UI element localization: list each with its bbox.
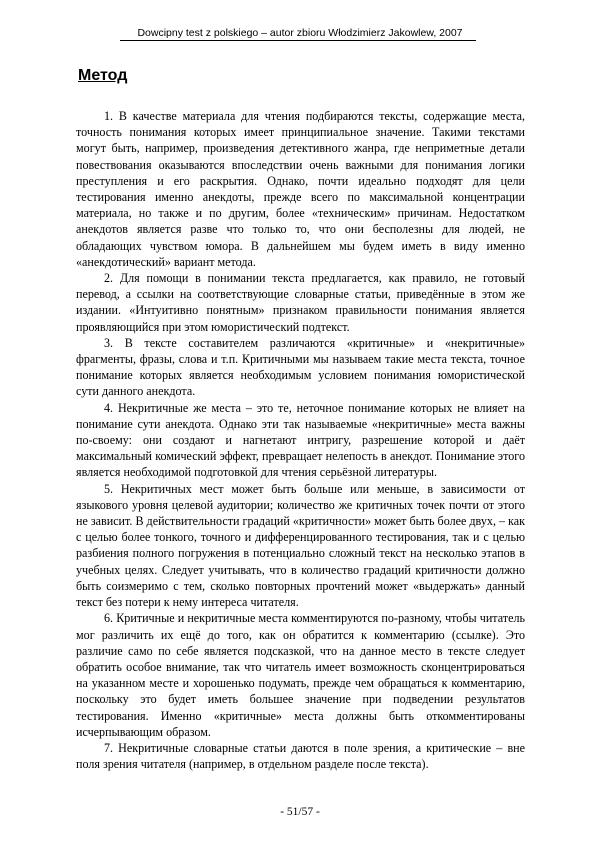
paragraph-7: 7. Некритичные словарные статьи даются в поле зрения, а критические – вне поля зрения читателя (например, в отдельном разделе после текста). bbox=[76, 740, 525, 772]
paragraph-2: 2. Для помощи в понимании текста предлагается, как правило, не готовый перевод, а ссылки на соответствующие словарные статьи, приведённые в этом же издании. «Интуитивно понятным» признаком правильности понимания является проявляющийся при этом юмористический подтекст. bbox=[76, 271, 525, 334]
running-header: Dowcipny test z polskiego – autor zbioru Włodzimierz Jakowlew, 2007 bbox=[137, 27, 463, 39]
header-rule bbox=[120, 40, 476, 41]
paragraph-3: 3. В тексте составителем различаются «критичные» и «некритичные» фрагменты, фразы, слова и т.п. Критичными мы называем такие места текста, точное понимание которых является необходимым условием понимания юмористической сути данного анекдота. bbox=[76, 335, 525, 399]
page-number: - 51/57 - bbox=[280, 806, 320, 818]
paragraph-4: 4. Некритичные же места – это те, неточное понимание которых не влияет на понимание сути анекдота. Однако эти так называемые «некритичные» места важны по-своему: они создают и нагнетают интригу, разрешение которой и даёт максимальный комический эффект, превращает нелепость в анекдот. Понимание этого является необходимой подготовкой для чтения серьёзной литературы. bbox=[76, 400, 525, 480]
section-title: Метод bbox=[78, 67, 128, 84]
paragraph-1: 1. В качестве материала для чтения подбираются тексты, содержащие места, точность понимания которых имеет принципиальное значение. Такими текстами могут быть, например, произведения детективного жанра, где неприметные детали повествования оказываются впоследствии очень важными для понимания логики преступления и его раскрытия. Однако, почти идеально подходят для цели тестирования именно анекдоты, прежде всего по максимальной концентрации материала, но также и по другим, более «техническим» причинам. Недостатком анекдотов является разве что только то, что они бесполезны для людей, не обладающих чувством юмора. В дальнейшем мы будем иметь в виду именно «анекдотический» вариант метода. bbox=[76, 109, 525, 269]
paragraph-6: 6. Критичные и некритичные места комментируются по-разному, чтобы читатель мог различить их ещё до того, как он обратится к комментарию (ссылке). Это различие само по себе является подсказкой, что на данное место в тексте следует обратить особое внимание, так что читатель имеет возможность сконцентрироваться на указанном месте и хорошенько подумать, прежде чем обращаться к комментарию, поскольку это будет иметь большее значение при подведении результатов тестирования. Именно «критичные» места должны быть откомментированы исчерпывающим образом. bbox=[76, 611, 525, 739]
paragraph-5: 5. Некритичных мест может быть больше или меньше, в зависимости от языкового уровня целевой аудитории; количество же критичных точек почти от этого не зависит. В действительности градаций «критичности» может быть более двух, – как с целью более тонкого, точного и дифференцированного тестирования, так и с целью разбиения полного погружения в потенциально сложный текст на несколько этапов в учебных целях. Следует учитывать, что в количество градаций критичности должно быть соизмеримо с тем, сколько повторных прочтений может «выдержать» данный текст без потери к нему интереса читателя. bbox=[76, 481, 525, 610]
document-body bbox=[76, 108, 525, 772]
